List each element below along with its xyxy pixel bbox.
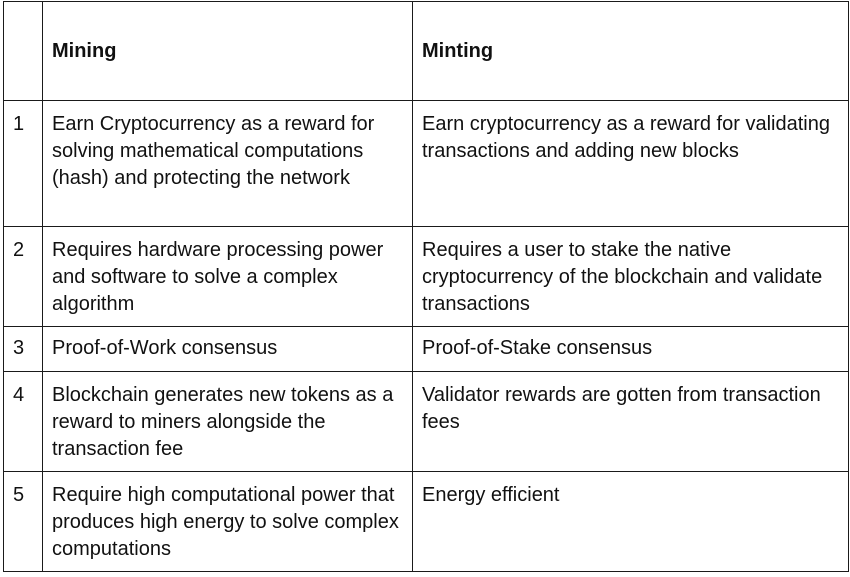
header-num [4, 2, 43, 101]
table-row [4, 372, 849, 472]
mining-cell: Blockchain generates new tokens as a reward to miners alongside the transaction fee [43, 372, 413, 472]
mining-cell: Requires hardware processing power and software to solve a complex algorithm [43, 227, 413, 327]
minting-cell: Requires a user to stake the native cryptocurrency of the blockchain and validate transactions [413, 227, 849, 327]
comparison-table [3, 1, 849, 572]
table-header-row [4, 2, 849, 101]
row-number: 4 [4, 372, 43, 472]
minting-cell: Proof-of-Stake consensus [413, 327, 849, 372]
table-row [4, 327, 849, 372]
mining-cell: Earn Cryptocurrency as a reward for solving mathematical computations (hash) and protecting the network [43, 101, 413, 227]
header-minting: Minting [413, 2, 849, 101]
table-row [4, 472, 849, 572]
table-row [4, 101, 849, 227]
minting-cell: Energy efficient [413, 472, 849, 572]
minting-cell: Validator rewards are gotten from transaction fees [413, 372, 849, 472]
header-mining: Mining [43, 2, 413, 101]
row-number: 1 [4, 101, 43, 227]
row-number: 2 [4, 227, 43, 327]
mining-cell: Proof-of-Work consensus [43, 327, 413, 372]
minting-cell: Earn cryptocurrency as a reward for validating transactions and adding new blocks [413, 101, 849, 227]
row-number: 5 [4, 472, 43, 572]
table-row [4, 227, 849, 327]
mining-cell: Require high computational power that produces high energy to solve complex computations [43, 472, 413, 572]
row-number: 3 [4, 327, 43, 372]
